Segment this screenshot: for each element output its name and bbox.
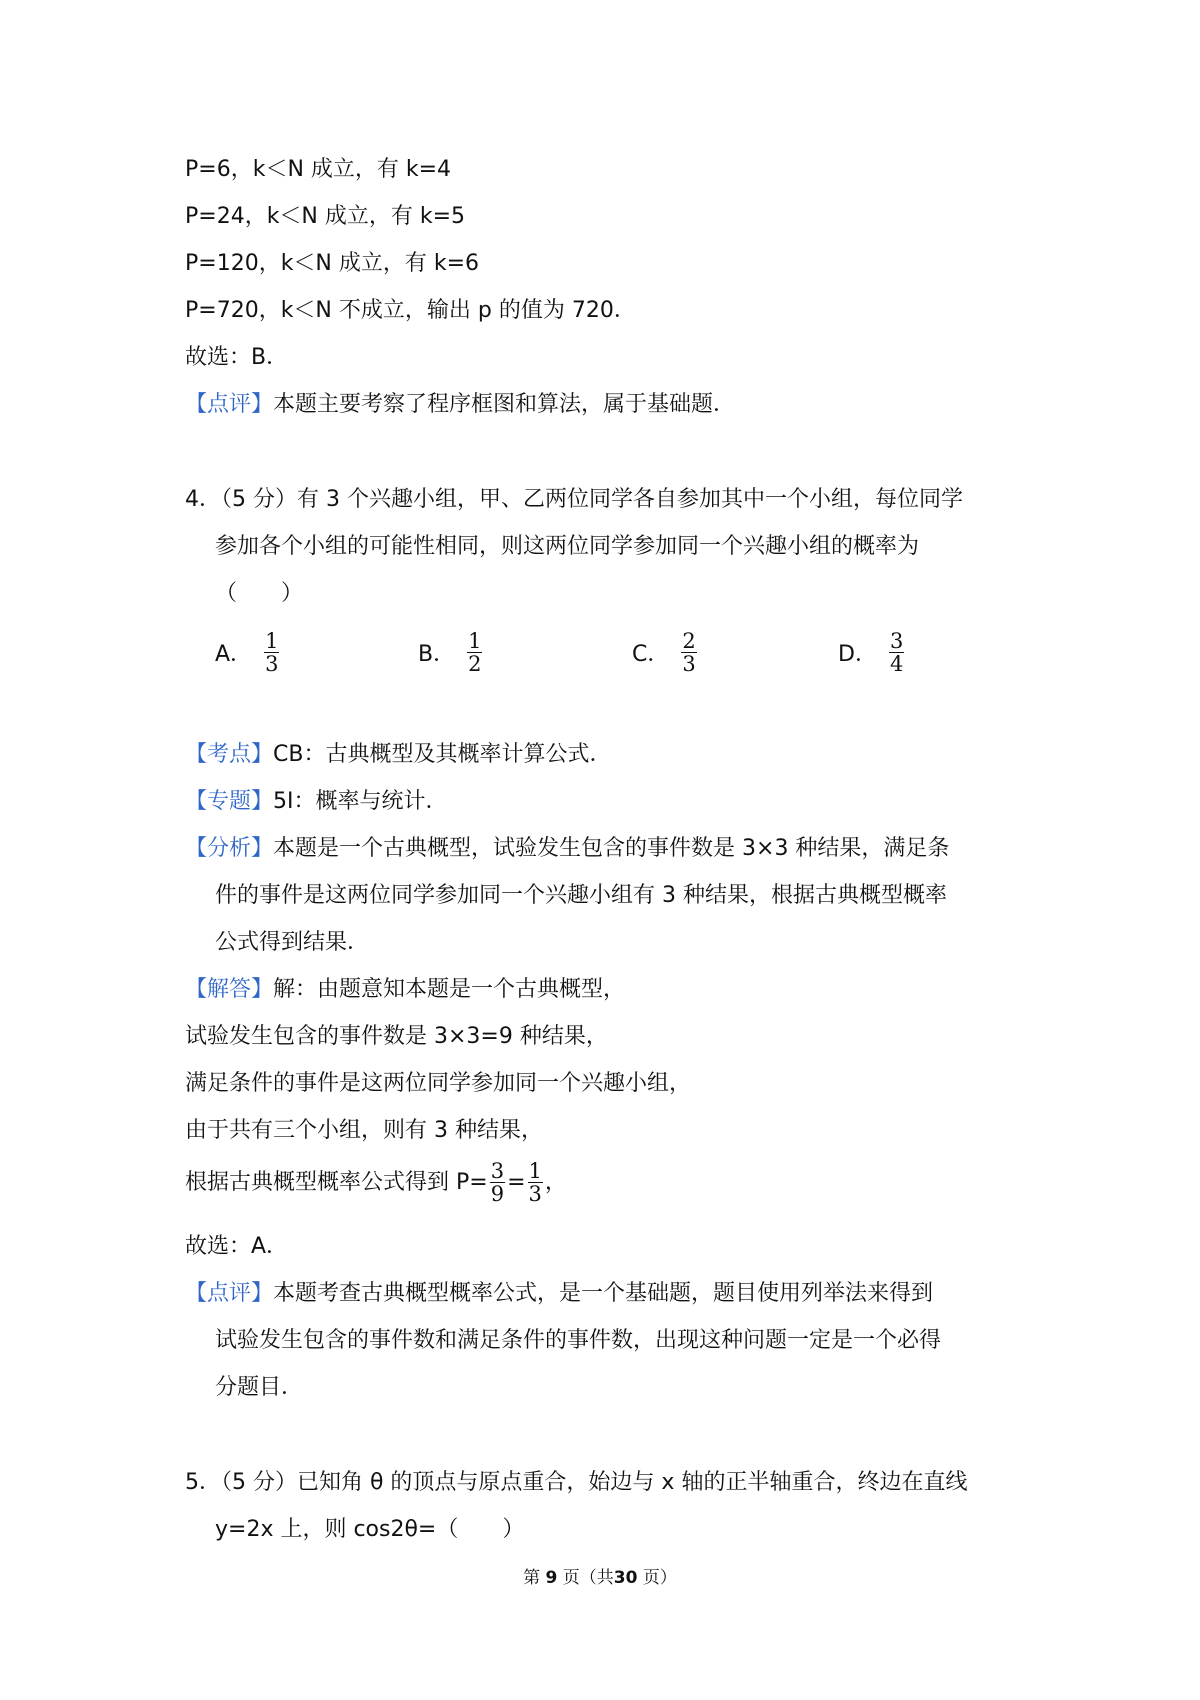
solution-line: P=120，k＜N 成立，有 k=6 — [185, 251, 480, 276]
page-total: 30 — [613, 1568, 638, 1588]
dianping-text: 本题考查古典概型概率公式，是一个基础题，题目使用列举法来得到 — [273, 1281, 934, 1306]
comment-text: 本题主要考察了程序框图和算法，属于基础题． — [273, 392, 736, 417]
fenxi-tag: 【分析】 — [185, 836, 274, 861]
jieda-text: 满足条件的事件是这两位同学参加同一个兴趣小组， — [185, 1071, 692, 1096]
dianping-text: 分题目． — [215, 1375, 304, 1400]
fenxi-text: 件的事件是这两位同学参加同一个兴趣小组有 3 种结果，根据古典概型概率 — [215, 883, 947, 908]
dianping-line — [185, 1279, 933, 1309]
zhuanti-line — [185, 787, 448, 817]
zhuanti-tag: 【专题】 — [185, 789, 274, 814]
answer-line: 故选：B． — [185, 345, 289, 370]
page-footer — [0, 1563, 1200, 1588]
zhuanti-text: 5I：概率与统计． — [273, 789, 448, 814]
jieda-text: 由于共有三个小组，则有 3 种结果， — [185, 1118, 543, 1143]
formula-equals: = — [507, 1169, 526, 1195]
fenxi-text: 本题是一个古典概型，试验发生包含的事件数是 3×3 种结果，满足条 — [273, 836, 950, 861]
formula-fraction: $\frac{1}{3}$ — [528, 1159, 542, 1206]
fenxi-text: 公式得到结果． — [215, 930, 370, 955]
comment-tag: 【点评】 — [185, 392, 274, 417]
answer-line: 故选：A． — [185, 1234, 289, 1259]
option-fraction: $\frac{2}{3}$ — [682, 629, 696, 676]
fenxi-line — [185, 834, 949, 864]
option-letter: B． — [418, 642, 456, 667]
question-4-stem: （ ） — [215, 581, 304, 606]
page-number: 9 — [545, 1568, 558, 1588]
option-a — [215, 630, 281, 675]
option-letter: A． — [215, 642, 253, 667]
jieda-text: 试验发生包含的事件数是 3×3=9 种结果， — [185, 1024, 608, 1049]
formula-line — [185, 1160, 567, 1205]
solution-line: P=720，k＜N 不成立，输出 p 的值为 720． — [185, 298, 636, 323]
question-4-stem: 4．（5 分）有 3 个兴趣小组，甲、乙两位同学各自参加其中一个小组，每位同学 — [185, 487, 963, 512]
dianping-text: 试验发生包含的事件数和满足条件的事件数，出现这种问题一定是一个必得 — [215, 1328, 942, 1353]
kaodian-tag: 【考点】 — [185, 742, 274, 767]
question-5-stem: y=2x 上，则 cos2θ=（ ） — [215, 1517, 525, 1542]
option-letter: D． — [838, 642, 877, 667]
option-c — [632, 630, 699, 675]
formula-prefix: 根据古典概型概率公式得到 P= — [185, 1169, 488, 1195]
jieda-line — [185, 975, 625, 1005]
comment-line — [185, 390, 735, 420]
footer-text: 页） — [642, 1568, 677, 1588]
formula-fraction: $\frac{3}{9}$ — [490, 1159, 505, 1206]
kaodian-text: CB：古典概型及其概率计算公式． — [273, 742, 612, 767]
question-5-stem: 5．（5 分）已知角 θ 的顶点与原点重合，始边与 x 轴的正半轴重合，终边在直线 — [185, 1470, 968, 1495]
solution-line: P=6，k＜N 成立，有 k=4 — [185, 157, 452, 182]
option-b — [418, 630, 484, 675]
question-4-stem: 参加各个小组的可能性相同，则这两位同学参加同一个兴趣小组的概率为 — [215, 534, 920, 559]
footer-text: 页（共 — [562, 1568, 614, 1588]
option-fraction: $\frac{1}{2}$ — [468, 629, 482, 676]
option-fraction: $\frac{3}{4}$ — [889, 629, 904, 676]
option-fraction: $\frac{1}{3}$ — [265, 629, 279, 676]
jieda-tag: 【解答】 — [185, 977, 274, 1002]
kaodian-line — [185, 740, 611, 770]
solution-line: P=24，k＜N 成立，有 k=5 — [185, 204, 466, 229]
footer-text: 第 — [523, 1568, 541, 1588]
formula-suffix: ， — [544, 1169, 567, 1195]
option-letter: C． — [632, 642, 670, 667]
option-d — [838, 630, 906, 675]
jieda-text: 解：由题意知本题是一个古典概型， — [273, 977, 626, 1002]
dianping-tag: 【点评】 — [185, 1281, 274, 1306]
